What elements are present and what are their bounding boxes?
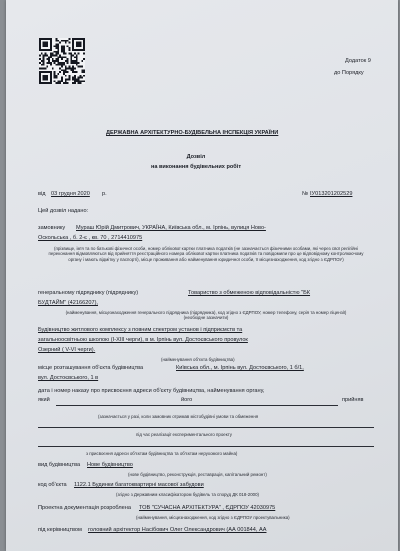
issue-date-prefix: від bbox=[38, 191, 46, 197]
customer-note: (прізвище, ім'я та по батькові фізичної особи, номер облікової картки платника податків (не зазначається фізичними особами, які через свої релігійні переконання відмовляються від прийняття реєстраційного номера облікової картки платника податків та повідомили про це відповідному контролюючому органу і мають відмітку у паспорті), місце проживання або найменування юридичної особи, її місцезнаходження, код згідно з ЄДРПОУ) bbox=[48, 246, 364, 262]
address-order-line bbox=[56, 405, 338, 406]
location-value-line1: Київська обл., м. Ірпінь вул. Достоєвського, 1 б/1, bbox=[176, 365, 304, 371]
permit-number-prefix: № bbox=[302, 191, 309, 197]
object-code-note: (згідно з Державним класифікатором будівель та споруд ДК 018-2000) bbox=[116, 492, 259, 497]
experimental-project-note: під час реалізації експериментального проекту bbox=[136, 432, 232, 437]
object-line1: Будівництво житлового комплексу з повним спектром установ і підприємств та bbox=[38, 327, 243, 333]
object-line2: загальноосвітньою школою (І-ХІІІ черги), в м. Ірпінь вул. Достоєвського провулок bbox=[38, 337, 248, 343]
intro-text: Цей дозвіл надано: bbox=[38, 208, 89, 214]
permit-number: ІУ013201202529 bbox=[310, 191, 353, 197]
address-assignment-note: з присвоєння адреси об'єктам будівництва та об'єктам нерухомого майна) bbox=[86, 451, 238, 456]
appendix-reference: до Порядку bbox=[334, 70, 364, 76]
qr-code bbox=[39, 38, 85, 84]
location-value-line2: вул. Достоєвського, 1 в bbox=[38, 375, 99, 381]
construction-type-value: Нове будівництво bbox=[87, 462, 133, 468]
project-doc-value: ТОВ "СУЧАСНА АРХІТЕКТУРА" , ЄДРПОУ 42030975 bbox=[139, 505, 276, 511]
contractor-value-line1: Товариство з обмеженою відповідальністю "БК bbox=[188, 290, 311, 296]
customer-value-line2: Оскольська , б. 2-є , кв. 70 , 2714410975 bbox=[38, 235, 143, 241]
appendix-number: Додаток 9 bbox=[345, 58, 371, 64]
construction-type-note: (нове будівництво, реконструкція, реставрація, капітальний ремонт) bbox=[128, 472, 267, 477]
address-order-word-3: прийняв bbox=[342, 397, 364, 403]
contractor-note: (найменування, місцезнаходження генерального підрядника (підрядника), код згідно з ЄДРПОУ, номер телефону, серія та номер ліцензії) (необхідне зазначити) bbox=[65, 310, 347, 321]
object-note: (найменування об'єкта будівництва) bbox=[161, 357, 235, 362]
object-line3: Озерний ( V-VI черги). bbox=[38, 347, 96, 353]
contractor-label: генеральному підряднику (підряднику) bbox=[38, 290, 139, 296]
contractor-value-line2: БУДТАЙМ" (42166207), bbox=[38, 300, 98, 306]
chief-label: під керівництвом bbox=[38, 527, 82, 533]
project-doc-note: (найменування, місцезнаходження, код згідно з ЄДРПОУ проектувальника) bbox=[136, 515, 290, 520]
issuing-authority: ДЕРЖАВНА АРХІТЕКТУРНО-БУДІВЕЛЬНА ІНСПЕКЦІЯ УКРАЇНИ bbox=[106, 130, 279, 136]
customer-value-line1: Мураш Юрій Дмитрович, УКРАЇНА, Київська обл., м. Ірпінь, вулиця Ново- bbox=[76, 225, 266, 231]
customer-label: замовнику bbox=[38, 225, 66, 231]
object-code-value: 1122.1 Будинки багатоквартирні масової забудови bbox=[74, 482, 204, 488]
blank-line-2 bbox=[38, 446, 374, 447]
location-label: місце розташування об'єкта будівництва bbox=[38, 365, 144, 371]
construction-type-label: вид будівництва bbox=[38, 462, 81, 468]
land-conditions-note: (зазначається у разі, коли замовник отримав містобудівні умови та обмеження bbox=[98, 414, 259, 419]
address-order-word-1: який bbox=[38, 397, 50, 403]
blank-line-1 bbox=[38, 427, 374, 428]
permit-document bbox=[6, 0, 398, 551]
address-order-text: дата і номер наказу про присвоєння адреси об'єкту будівництва, найменування органу, bbox=[38, 388, 265, 394]
issue-date: 03 грудня 2020 bbox=[51, 191, 90, 197]
project-doc-label: Проектна документація розроблена bbox=[38, 505, 131, 511]
issue-date-suffix: р. bbox=[102, 191, 107, 197]
object-code-label: код об'єкта bbox=[38, 482, 67, 488]
chief-value: головний архітектор Насібович Олег Олександрович (АА 001844, АА bbox=[88, 527, 267, 533]
document-subtitle: на виконання будівельних робіт bbox=[150, 164, 242, 170]
document-title: Дозвіл bbox=[186, 154, 206, 160]
address-order-word-2: його bbox=[181, 397, 193, 403]
